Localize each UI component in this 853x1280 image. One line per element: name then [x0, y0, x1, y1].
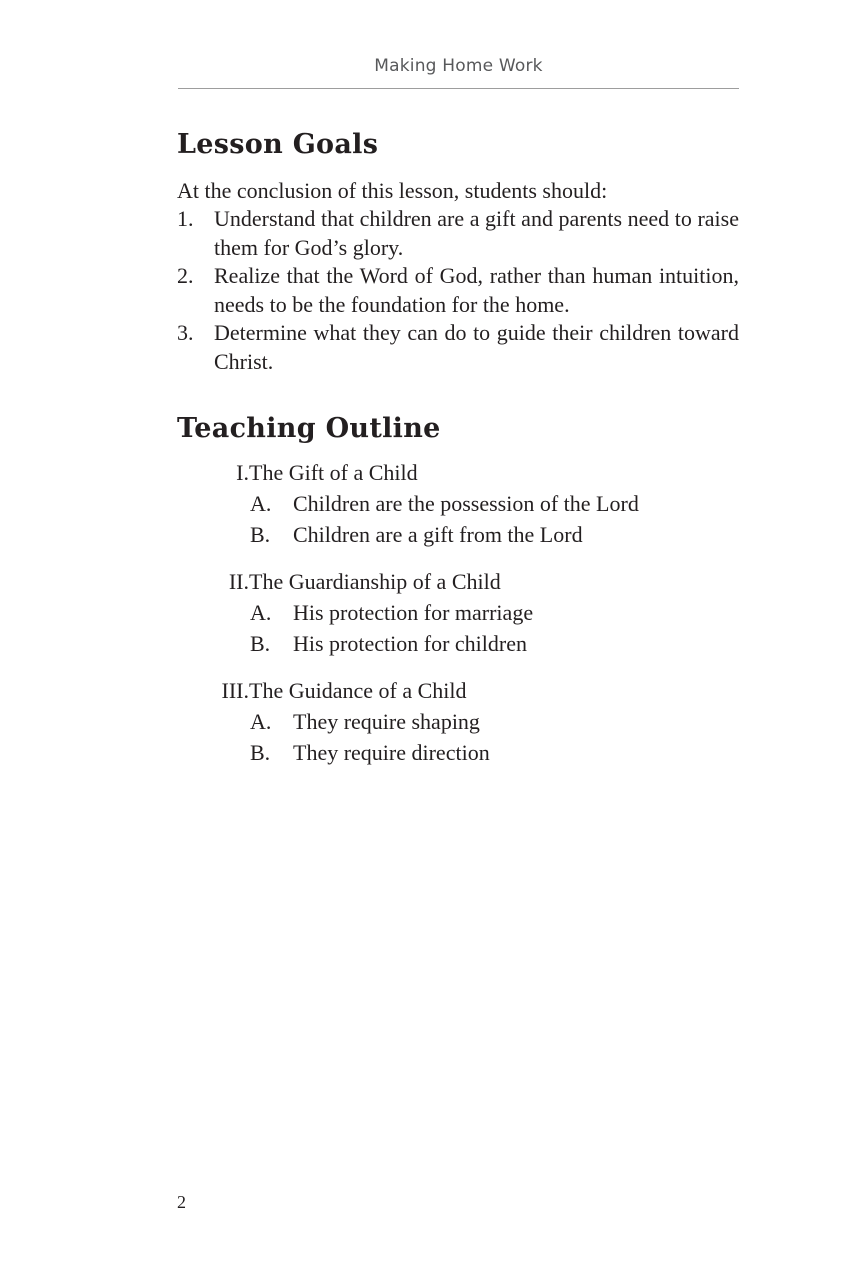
goal-number: 2. [177, 263, 194, 288]
outline-section [177, 568, 739, 661]
header-rule [178, 88, 739, 89]
outline-subpoint [177, 708, 739, 739]
subpoint-text: His protection for marriage [293, 600, 534, 625]
goal-number: 3. [177, 320, 194, 345]
goal-item [177, 262, 739, 319]
outline-section [177, 459, 739, 552]
subpoint-letter: B. [250, 631, 271, 656]
section-title: The Guardianship of a Child [249, 569, 501, 594]
goal-item [177, 205, 739, 262]
subpoint-text: They require shaping [293, 709, 480, 734]
outline-subpoint [177, 630, 739, 661]
subpoint-letter: A. [250, 491, 272, 516]
outline-subpoint [177, 739, 739, 770]
roman-numeral: II. [228, 569, 249, 594]
lesson-goals-heading: Lesson Goals [177, 129, 379, 160]
subpoint-text: Children are a gift from the Lord [293, 522, 583, 547]
subpoint-text: Children are the possession of the Lord [293, 491, 639, 516]
goal-text: Determine what they can do to guide their children toward Christ. [214, 320, 739, 374]
goal-number: 1. [177, 206, 194, 231]
page-number: 2 [177, 1192, 186, 1212]
outline-subpoint [177, 599, 739, 630]
lesson-goals-intro: At the conclusion of this lesson, students should: [177, 178, 608, 203]
outline-section-title-row [177, 459, 739, 490]
subpoint-text: They require direction [293, 740, 490, 765]
goal-text: Understand that children are a gift and parents need to raise them for God’s glory. [214, 206, 739, 260]
outline-section-title-row [177, 677, 739, 708]
section-title: The Guidance of a Child [249, 678, 467, 703]
subpoint-text: His protection for children [293, 631, 527, 656]
subpoint-letter: A. [250, 600, 272, 625]
goal-text: Realize that the Word of God, rather than human intuition, needs to be the foundation for the home. [214, 263, 739, 317]
goal-item [177, 319, 739, 376]
outline-subpoint [177, 490, 739, 521]
subpoint-letter: B. [250, 740, 271, 765]
teaching-outline [177, 459, 739, 786]
teaching-outline-heading: Teaching Outline [177, 413, 441, 444]
outline-section [177, 677, 739, 770]
section-title: The Gift of a Child [249, 460, 418, 485]
running-head: Making Home Work [374, 56, 543, 76]
lesson-goals-list [177, 205, 739, 376]
outline-section-title-row [177, 568, 739, 599]
roman-numeral: III. [221, 678, 249, 703]
subpoint-letter: B. [250, 522, 271, 547]
outline-subpoint [177, 521, 739, 552]
roman-numeral: I. [236, 460, 249, 485]
subpoint-letter: A. [250, 709, 272, 734]
